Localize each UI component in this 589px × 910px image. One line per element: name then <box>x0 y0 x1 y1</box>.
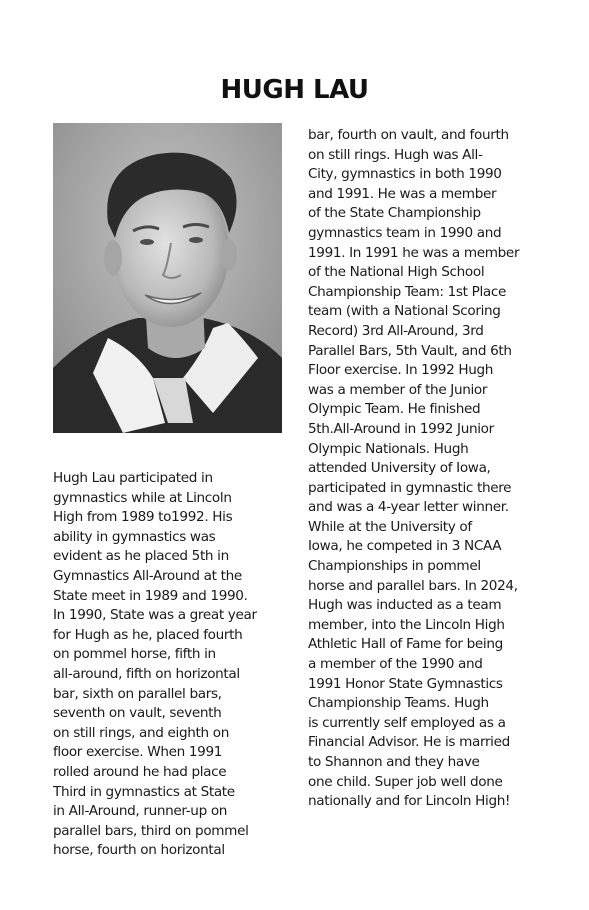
text-line: gymnastics while at Lincoln <box>53 489 232 506</box>
text-line: seventh on vault, seventh <box>53 705 222 722</box>
text-line: Olympic Team. He finished <box>308 401 481 418</box>
text-line: State meet in 1989 and 1990. <box>53 587 248 604</box>
text-line: Olympic Nationals. Hugh <box>308 440 469 457</box>
text-line: to Shannon and they have <box>308 754 480 770</box>
text-line: for Hugh as he, placed fourth <box>53 626 243 643</box>
text-line: horse, fourth on horizontal <box>53 842 225 859</box>
text-line: Third in gymnastics at State <box>53 783 235 800</box>
text-line: on still rings. Hugh was All- <box>308 146 483 163</box>
text-line: and was a 4-year letter winner. <box>308 499 509 516</box>
text-line: was a member of the Junior <box>308 381 488 398</box>
text-line: floor exercise. When 1991 <box>53 744 223 761</box>
text-line: Championship Teams. Hugh <box>308 695 489 712</box>
text-line: While at the University of <box>308 518 472 535</box>
text-line: bar, sixth on parallel bars, <box>53 685 222 702</box>
page-title: HUGH LAU <box>220 75 369 106</box>
text-line: High from 1989 to1992. His <box>53 509 233 526</box>
text-line: Floor exercise. In 1992 Hugh <box>308 362 494 379</box>
text-line: parallel bars, third on pommel <box>53 822 249 839</box>
text-line: 5th.All-Around in 1992 Junior <box>308 420 494 437</box>
biography-column-left <box>53 469 283 861</box>
text-line: Financial Advisor. He is married <box>308 734 510 751</box>
text-line: on still rings, and eighth on <box>53 724 229 741</box>
text-line: horse and parallel bars. In 2024, <box>308 577 518 594</box>
text-line: member, into the Lincoln High <box>308 616 505 633</box>
text-line: on pommel horse, fifth in <box>53 646 216 663</box>
text-line: Championship Team: 1st Place <box>308 283 506 300</box>
text-line: all-around, fifth on horizontal <box>53 665 240 682</box>
text-line: rolled around he had place <box>53 763 227 780</box>
text-line: of the National High School <box>308 264 485 281</box>
text-line: evident as he placed 5th in <box>53 548 229 565</box>
text-line: 1991 Honor State Gymnastics <box>308 675 503 692</box>
text-line: and 1991. He was a member <box>308 185 497 202</box>
text-line: 1991. In 1991 he was a member <box>308 244 520 261</box>
text-line: City, gymnastics in both 1990 <box>308 166 502 183</box>
text-line: bar, fourth on vault, and fourth <box>308 127 509 143</box>
text-line: Hugh Lau participated in <box>53 470 213 486</box>
text-line: of the State Championship <box>308 205 481 222</box>
biography-column-right <box>308 126 548 812</box>
text-line: nationally and for Lincoln High! <box>308 793 511 810</box>
text-line: Championships in pommel <box>308 558 481 575</box>
text-line: Record) 3rd All-Around, 3rd <box>308 322 484 339</box>
text-line: in All-Around, runner-up on <box>53 803 228 820</box>
text-line: Parallel Bars, 5th Vault, and 6th <box>308 342 512 359</box>
portrait-photo-icon <box>53 123 282 433</box>
text-line: In 1990, State was a great year <box>53 607 257 624</box>
text-line: gymnastics team in 1990 and <box>308 224 502 241</box>
text-line: one child. Super job well done <box>308 773 503 790</box>
text-line: Athletic Hall of Fame for being <box>308 636 503 653</box>
text-line: a member of the 1990 and <box>308 656 483 673</box>
text-line: Hugh was inducted as a team <box>308 597 502 614</box>
text-line: Gymnastics All-Around at the <box>53 567 242 584</box>
text-line: Iowa, he competed in 3 NCAA <box>308 538 502 555</box>
text-line: is currently self employed as a <box>308 714 506 731</box>
text-line: attended University of Iowa, <box>308 460 491 477</box>
portrait-photo <box>53 123 282 433</box>
text-line: participated in gymnastic there <box>308 479 512 496</box>
text-line: ability in gymnastics was <box>53 528 216 545</box>
text-line: team (with a National Scoring <box>308 303 501 320</box>
